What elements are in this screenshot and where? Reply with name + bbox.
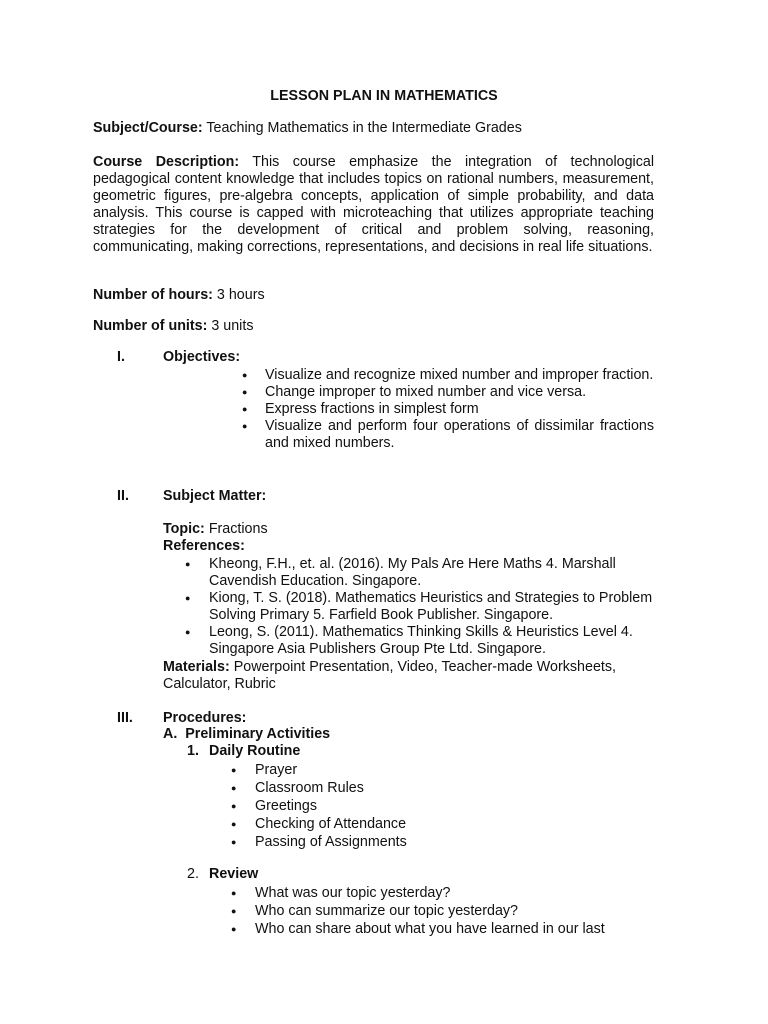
reference-item: ● Kheong, F.H., et. al. (2016). My Pals Are Here Maths 4. Marshall Cavendish Education. Singapore.	[185, 556, 616, 589]
review-item: ● What was our topic yesterday?	[231, 885, 451, 901]
hours-line	[93, 287, 654, 304]
subject-course-value: Teaching Mathematics in the Intermediate Grades	[206, 120, 522, 136]
review-number: 2.	[187, 866, 199, 882]
routine-item: ● Classroom Rules	[231, 780, 364, 796]
topic-label: Topic:	[163, 521, 205, 537]
references-heading: References:	[163, 538, 245, 554]
references-list	[185, 556, 657, 658]
document-title: LESSON PLAN IN MATHEMATICS	[270, 88, 498, 104]
course-description-text: This course emphasize the integration of technological pedagogical content knowledge that includes topics on rational numbers, measurement, geometric figures, pre-algebra concepts, application of simple probability, and data analysis. This course is capped with microteaching that utilizes appropriate teaching strategies for the development of critical and problem solving, reasoning, communicating, making corrections, representations, and decisions in real life situations.	[93, 154, 654, 255]
objective-item: ● Visualize and perform four operations of dissimilar fractions and mixed numbers.	[242, 418, 654, 451]
hours-label: Number of hours:	[93, 287, 213, 303]
objective-item: ● Visualize and recognize mixed number and improper fraction.	[242, 367, 654, 383]
reference-item: ● Kiong, T. S. (2018). Mathematics Heuristics and Strategies to Problem Solving Primary 5. Farfield Book Publisher. Singapore.	[185, 590, 653, 623]
objectives-list	[242, 367, 654, 452]
daily-routine-number: 1.	[187, 743, 199, 759]
procedures-heading: Procedures:	[163, 710, 247, 726]
units-value: 3 units	[211, 318, 254, 334]
topic-value: Fractions	[208, 521, 268, 537]
materials-line	[163, 659, 658, 693]
objectives-heading: Objectives:	[163, 349, 241, 365]
units-label: Number of units:	[93, 318, 208, 334]
daily-routine-list	[231, 761, 655, 851]
objective-item: ● Change improper to mixed number and vice versa.	[242, 384, 587, 400]
subject-matter-heading: Subject Matter:	[163, 488, 267, 504]
preliminary-activities-heading: A. Preliminary Activities	[163, 726, 331, 742]
review-item: ● Who can summarize our topic yesterday?	[231, 903, 519, 919]
routine-item: ● Passing of Assignments	[231, 834, 407, 850]
course-description-label: Course Description:	[93, 154, 240, 170]
units-line	[93, 318, 654, 335]
review-list	[231, 884, 675, 938]
reference-item: ● Leong, S. (2011). Mathematics Thinking Skills & Heuristics Level 4. Singapore Asia Publishers Group Pte Ltd. Singapore.	[185, 624, 633, 657]
objectives-numeral: I.	[117, 349, 125, 365]
daily-routine-heading: Daily Routine	[209, 743, 301, 759]
objective-item: ● Express fractions in simplest form	[242, 401, 479, 417]
course-description	[93, 154, 654, 256]
routine-item: ● Checking of Attendance	[231, 816, 407, 832]
review-item: ● Who can share about what you have learned in our last	[231, 921, 605, 937]
subject-matter-numeral: II.	[117, 488, 129, 504]
hours-value: 3 hours	[216, 287, 265, 303]
review-heading: Review	[209, 866, 259, 882]
routine-item: ● Greetings	[231, 798, 317, 814]
procedures-numeral: III.	[117, 710, 133, 726]
materials-label: Materials:	[163, 659, 230, 675]
subject-course-label: Subject/Course:	[93, 120, 203, 136]
materials-value: Powerpoint Presentation, Video, Teacher-made Worksheets, Calculator, Rubric	[163, 659, 616, 692]
topic-line	[163, 521, 268, 538]
subject-course-line	[93, 120, 654, 137]
routine-item: ● Prayer	[231, 762, 298, 778]
